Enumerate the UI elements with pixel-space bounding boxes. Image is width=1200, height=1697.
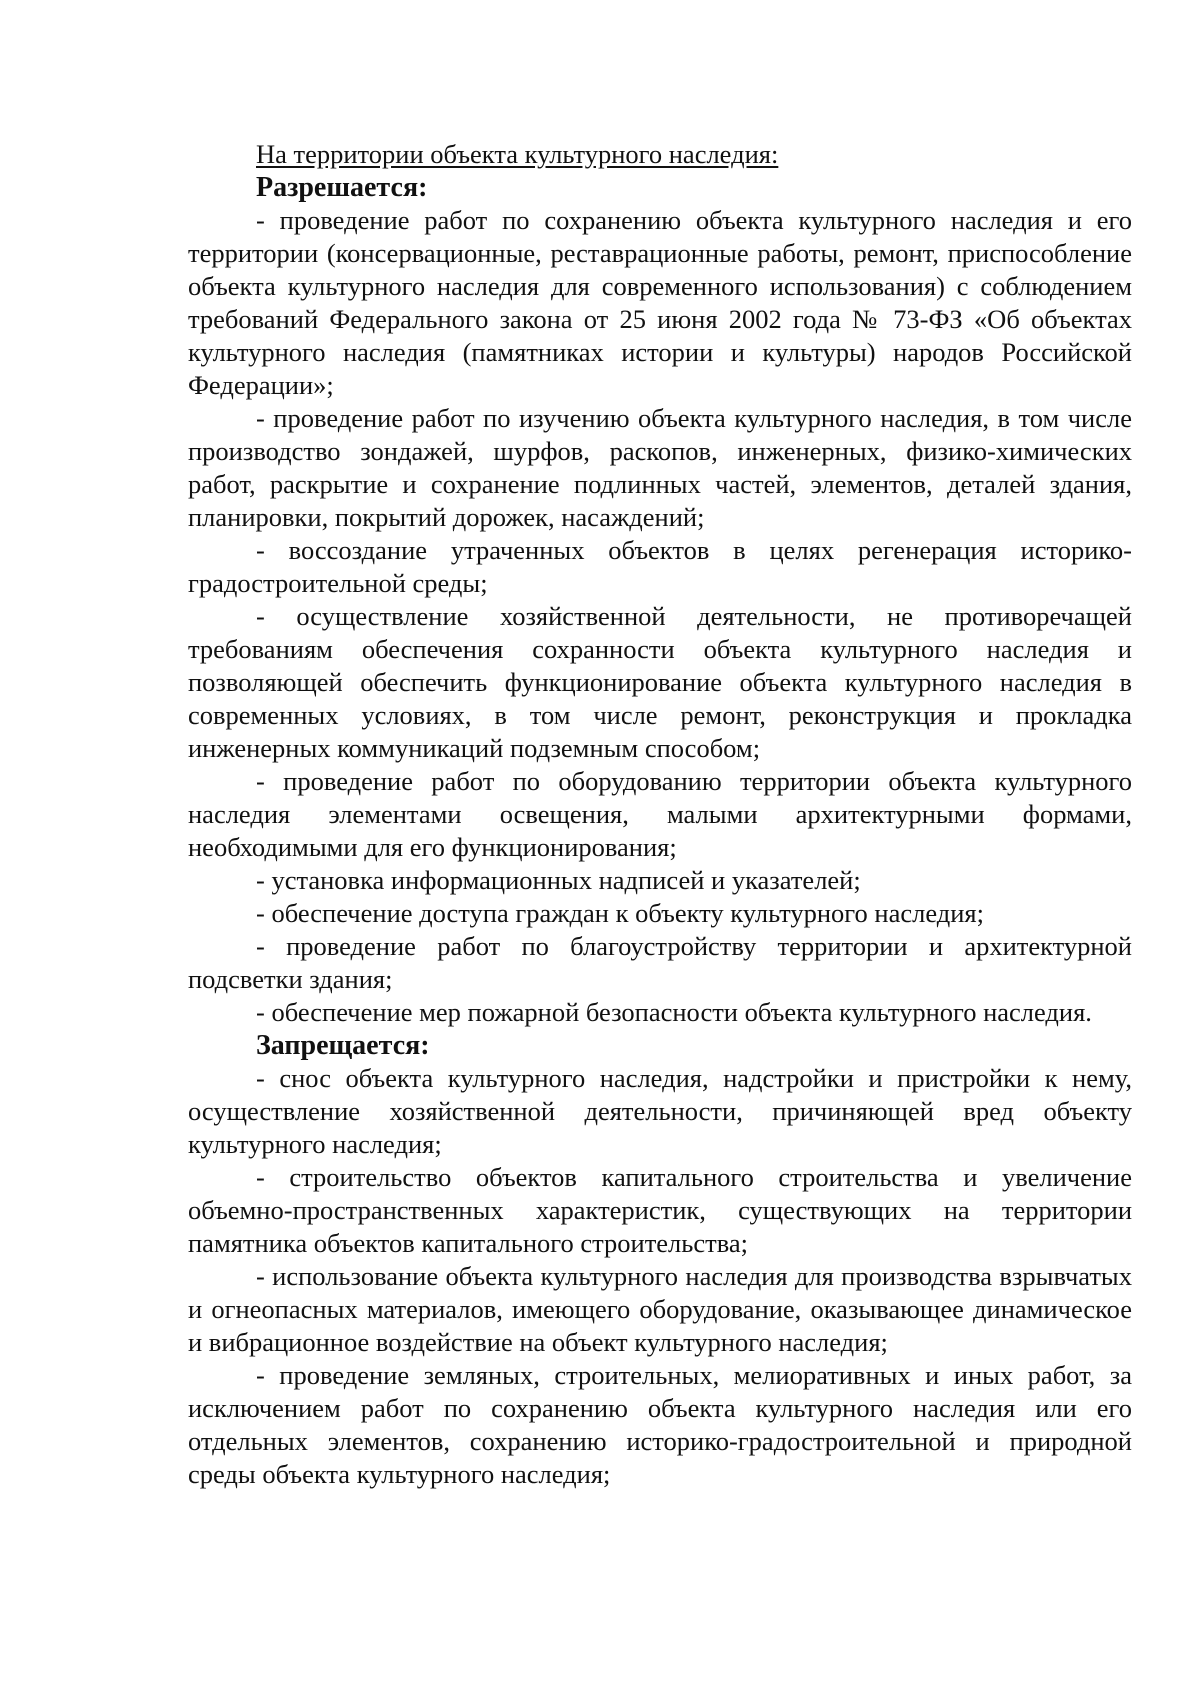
- forbidden-item: - использование объекта культурного наследия для производства взрывчатых и огнеопасных материалов, имеющего оборудование, оказывающее динамическое и вибрационное воздействие на объект культурного наследия;: [188, 1261, 1132, 1357]
- forbidden-item: - проведение земляных, строительных, мелиоративных и иных работ, за исключением работ по сохранению объекта культурного наследия или его отдельных элементов, сохранению историко-градостроительной и природной среды объекта культурного наследия;: [188, 1360, 1132, 1489]
- document-body: [188, 138, 1132, 1491]
- allowed-item: - проведение работ по оборудованию территории объекта культурного наследия элементами освещения, малыми архитектурными формами, необходимыми для его функционирования;: [188, 766, 1132, 862]
- forbidden-item: - строительство объектов капитального строительства и увеличение объемно-пространственных характеристик, существующих на территории памятника объектов капитального строительства;: [188, 1162, 1132, 1258]
- allowed-item: - воссоздание утраченных объектов в целях регенерация историко-градостроительной среды;: [188, 535, 1132, 598]
- allowed-item: - проведение работ по сохранению объекта культурного наследия и его территории (консервационные, реставрационные работы, ремонт, приспособление объекта культурного наследия для современного использования) с соблюдением требований Федерального закона от 25 июня 2002 года № 73-ФЗ «Об объектах культурного наследия (памятниках истории и культуры) народов Российской Федерации»;: [188, 205, 1132, 400]
- allowed-item: - обеспечение мер пожарной безопасности объекта культурного наследия.: [256, 997, 1092, 1027]
- forbidden-section-title: Запрещается:: [256, 1030, 430, 1061]
- forbidden-item: - снос объекта культурного наследия, надстройки и пристройки к нему, осуществление хозяйственной деятельности, причиняющей вред объекту культурного наследия;: [188, 1063, 1132, 1159]
- allowed-item: - проведение работ по изучению объекта культурного наследия, в том числе производство зондажей, шурфов, раскопов, инженерных, физико-химических работ, раскрытие и сохранение подлинных частей, элементов, деталей здания, планировки, покрытий дорожек, насаждений;: [188, 403, 1132, 532]
- allowed-item: - установка информационных надписей и указателей;: [256, 865, 861, 895]
- allowed-item: - осуществление хозяйственной деятельности, не противоречащей требованиям обеспечения сохранности объекта культурного наследия и позволяющей обеспечить функционирование объекта культурного наследия в современных условиях, в том числе ремонт, реконструкция и прокладка инженерных коммуникаций подземным способом;: [188, 601, 1132, 763]
- allowed-item: - проведение работ по благоустройству территории и архитектурной подсветки здания;: [188, 931, 1132, 994]
- allowed-item: - обеспечение доступа граждан к объекту культурного наследия;: [256, 898, 984, 928]
- allowed-list: [188, 204, 1132, 1029]
- forbidden-list: [188, 1062, 1132, 1491]
- allowed-section-title: Разрешается:: [256, 172, 428, 203]
- intro-heading: На территории объекта культурного наследия:: [256, 139, 779, 169]
